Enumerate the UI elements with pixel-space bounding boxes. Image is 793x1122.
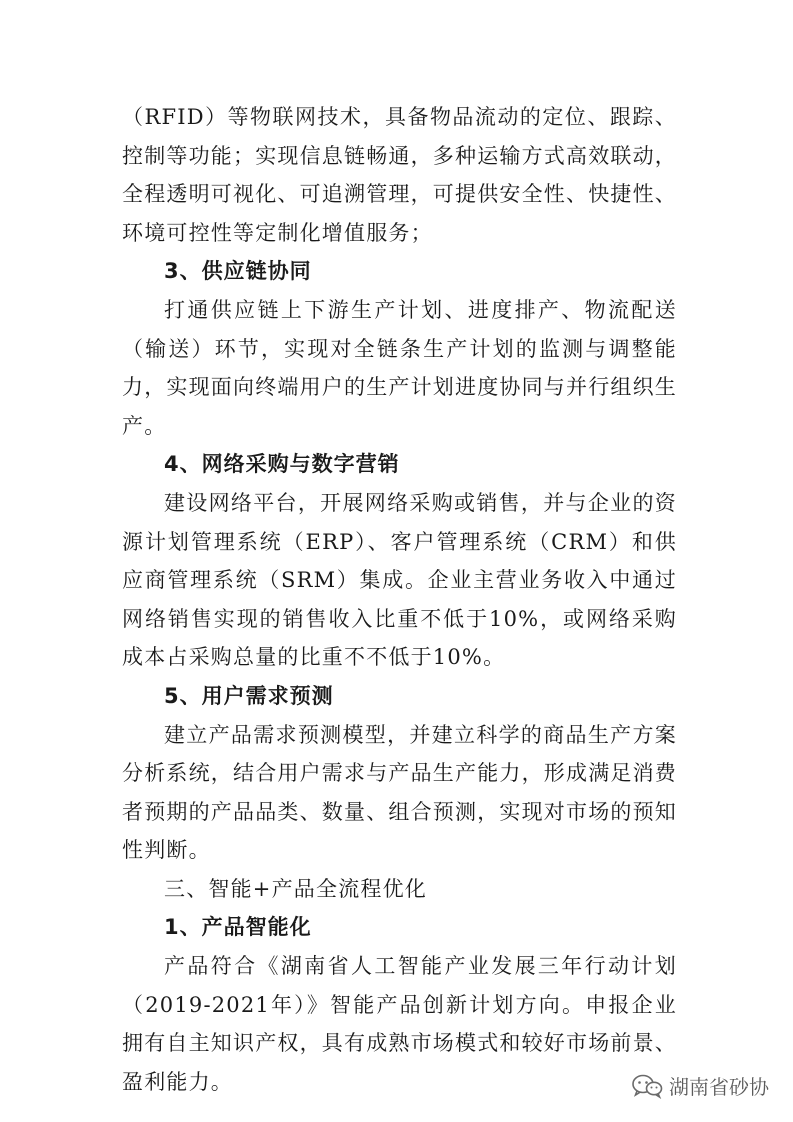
heading-network-procurement: 4、网络采购与数字营销	[164, 452, 400, 477]
document-page	[122, 98, 677, 1101]
watermark	[631, 1071, 769, 1100]
heading-supply-chain: 3、供应链协同	[164, 259, 312, 284]
paragraph-product-intelligence: 产品符合《湖南省人工智能产业发展三年行动计划（2019-2021年）》智能产品创新计划方向。申报企业拥有自主知识产权，具有成熟市场模式和较好市场前景、盈利能力。	[122, 954, 677, 1094]
heading-demand-forecast: 5、用户需求预测	[164, 683, 334, 708]
paragraph-rfid-continuation: （RFID）等物联网技术，具备物品流动的定位、跟踪、控制等功能；实现信息链畅通，多种运输方式高效联动，全程透明可视化、可追溯管理，可提供安全性、快捷性、环境可控性等定制化增值服务；	[122, 105, 677, 245]
paragraph-network-procurement: 建设网络平台，开展网络采购或销售，并与企业的资源计划管理系统（ERP）、客户管理系统（CRM）和供应商管理系统（SRM）集成。企业主营业务收入中通过网络销售实现的销售收入比重不低于10%，或网络采购成本占采购总量的比重不不低于10%。	[122, 490, 677, 670]
section-heading-product-optimization: 三、智能+产品全流程优化	[164, 876, 427, 901]
paragraph-demand-forecast: 建立产品需求预测模型，并建立科学的商品生产方案分析系统，结合用户需求与产品生产能力，形成满足消费者预期的产品品类、数量、组合预测，实现对市场的预知性判断。	[122, 722, 677, 863]
paragraph-supply-chain: 打通供应链上下游生产计划、进度排产、物流配送（输送）环节，实现对全链条生产计划的监测与调整能力，实现面向终端用户的生产计划进度协同与并行组织生产。	[122, 297, 677, 438]
watermark-text: 湖南省砂协	[669, 1075, 769, 1099]
heading-product-intelligence: 1、产品智能化	[164, 915, 312, 940]
wechat-icon	[631, 1073, 663, 1099]
